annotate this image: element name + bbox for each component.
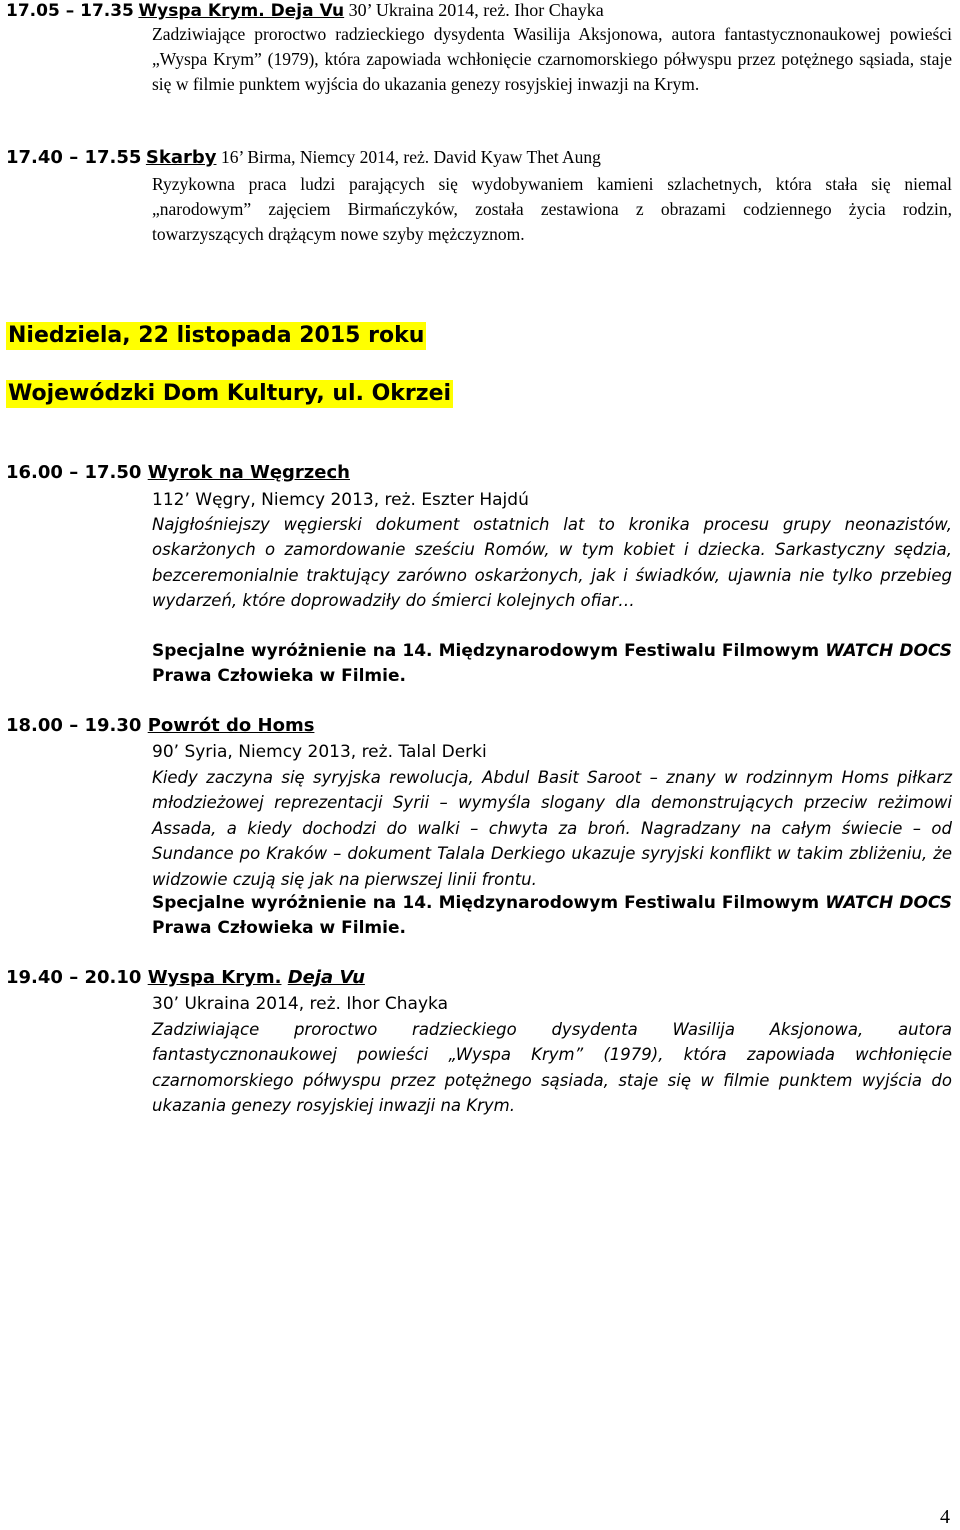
event-description: Zadziwiające proroctwo radzieckiego dysydenta Wasilija Aksjonowa, autora fantastycznonaukowej powieści „Wyspa Krym” (1979), która zapowiada wchłonięcie czarnomorskiego półwyspu przez potężnego sąsiada, staje się w filmie punktem wyjścia do ukazania genezy rosyjskiej inwazji na Krym. [152,1020,952,1116]
day-heading: Niedziela, 22 listopada 2015 roku [8,323,425,348]
page-number: 4 [940,1506,950,1528]
award-prefix: Specjalne wyróżnienie na 14. Międzynarodowym Festiwalu Filmowym [152,641,820,661]
award-suffix: Prawa Człowieka w Filmie. [152,918,406,938]
award-festival: WATCH DOCS [825,641,953,661]
award-prefix: Specjalne wyróżnienie na 14. Międzynarodowym Festiwalu Filmowym [152,893,820,913]
event-meta: 30’ Ukraina 2014, reż. Ihor Chayka [348,0,604,20]
event-meta: 30’ Ukraina 2014, reż. Ihor Chayka [152,994,448,1014]
event-description: Kiedy zaczyna się syryjska rewolucja, Abdul Basit Saroot – znany w rodzinnym Homs piłkarz młodzieżowej reprezentacji Syrii – wymyśla slogany dla demonstrujących przeciw reżimowi Assada, a kiedy dochodzi do walki – chwyta za broń. Nagradzany na całym świecie – od Sundance po Kraków – dokument Talala Derkiego ukazuje syryjski konflikt w takim zbliżeniu, że widzowie czują się jak na pierwszej linii frontu. [152,768,952,889]
event-time: 18.00 – 19.30 [6,715,142,736]
event-title: Powrót do Homs [147,715,315,736]
event-title: Skarby [145,147,217,168]
event-header [6,715,314,737]
event-meta: 16’ Birma, Niemcy 2014, reż. David Kyaw Thet Aung [220,147,601,167]
event-title-part2: Deja Vu [287,967,365,988]
event-title-part1: Wyspa Krym. [147,967,282,988]
event-description: Najgłośniejszy węgierski dokument ostatnich lat to kronika procesu grupy neonazistów, oskarżonych o zamordowanie sześciu Romów, w tym kobiet i dziecka. Sarkastyczny sędzia, bezceremonialnie traktujący zarówno oskarżonych, jak i świadków, ujawnia nie tylko przebieg wydarzeń, które doprowadziły do śmierci kolejnych ofiar… [152,515,952,611]
event-header [6,147,601,168]
event-meta: 112’ Węgry, Niemcy 2013, reż. Eszter Hajdú [152,490,529,510]
event-description: Zadziwiające proroctwo radzieckiego dysydenta Wasilija Aksjonowa, autora fantastycznonaukowej powieści „Wyspa Krym” (1979), która zapowiada wchłonięcie czarnomorskiego półwyspu przez potężnego sąsiada, staje się w filmie punktem wyjścia do ukazania genezy rosyjskiej inwazji na Krym. [152,24,952,94]
award-note [152,639,952,689]
event-header [6,462,350,484]
award-note [152,891,952,941]
venue-heading: Wojewódzki Dom Kultury, ul. Okrzei [8,381,452,406]
award-suffix: Prawa Człowieka w Filmie. [152,666,406,686]
event-header [6,967,365,989]
event-time: 19.40 – 20.10 [6,967,142,988]
event-description: Ryzykowna praca ludzi parających się wydobywaniem kamieni szlachetnych, która stała się niemal „narodowym” zajęciem Birmańczyków, została zestawiona z obrazami codziennego życia rodzin, towarzyszących drążącym nowe szyby mężczyznom. [152,174,952,244]
event-title: Wyrok na Węgrzech [147,462,350,483]
event-meta: 90’ Syria, Niemcy 2013, reż. Talal Derki [152,742,487,762]
event-time: 17.05 – 17.35 [6,1,134,21]
event-title: Wyspa Krym. Deja Vu [138,1,345,21]
event-time: 16.00 – 17.50 [6,462,142,483]
event-time: 17.40 – 17.55 [6,147,142,168]
award-festival: WATCH DOCS [825,893,953,913]
event-header [6,0,604,21]
